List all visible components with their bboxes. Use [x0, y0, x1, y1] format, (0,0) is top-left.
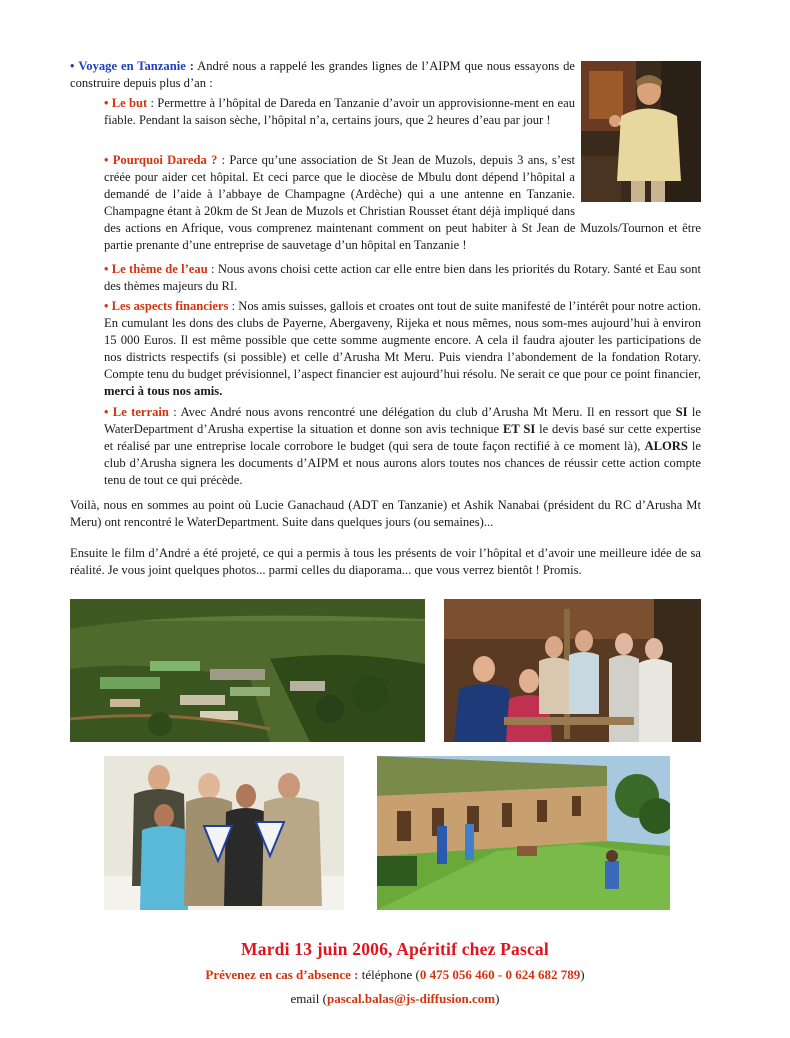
section-text: le WaterDepartment d’Arusha expertise la situation et donne son avis technique — [104, 405, 701, 436]
section-heading: Le thème de l’eau — [111, 262, 208, 276]
bullet: • — [70, 59, 75, 73]
bullet: • — [104, 262, 109, 276]
section-text: : Nous avons choisi cette action car elle entre bien dans les priorités du Rotary. Santé et Eau sont des thèmes majeurs du RI. — [104, 262, 701, 293]
bullet: • — [104, 405, 109, 419]
intro-text: André nous a rappelé les grandes lignes de l’AIPM que nous essayons de construire depuis plus d’an : — [70, 59, 575, 90]
photo-group-parasol — [444, 599, 701, 742]
absence-label: Prévenez en cas d’absence : — [205, 967, 359, 982]
section-aspects-financiers — [104, 298, 701, 400]
meeting-announcement: Mardi 13 juin 2006, Apéritif chez Pascal — [241, 939, 549, 959]
email-line: email (pascal.balas@js-diffusion.com) — [290, 991, 500, 1006]
thanks-text: merci à tous nos amis. — [104, 384, 223, 398]
photo-hospital-aerial — [70, 599, 425, 742]
section-heading: Les aspects financiers — [111, 299, 229, 313]
section-theme-eau — [104, 261, 701, 295]
phone-numbers[interactable]: 0 475 056 460 - 0 624 682 789 — [419, 967, 581, 982]
section-heading: Le terrain — [112, 405, 169, 419]
paragraph-film: Ensuite le film d’André a été projeté, ce qui a permis à tous les présents de voir l’hôpital et d’avoir une meilleure idée de sa réalité. Je vous joint quelques photos... parmi celles du diaporama... que vous verrez bientôt ! Promis. — [70, 546, 701, 577]
paragraph-voila: Voilà, nous en sommes au point où Lucie Ganachaud (ADT en Tanzanie) et Ashik Nanabai (président du RC d’Arusha Mt Meru) ont rencontré le WaterDepartment. Suite dans quelques jours (ou semaines)... — [70, 498, 701, 529]
photo-banner-exchange — [104, 756, 344, 910]
photo-hospital-building — [377, 756, 670, 910]
bullet: • — [104, 96, 109, 110]
intro-paragraph — [70, 58, 575, 92]
section-le-terrain — [104, 404, 701, 489]
bold-alors: ALORS — [644, 439, 688, 453]
bullet: • — [104, 299, 109, 313]
section-heading: Pourquoi Dareda ? — [112, 153, 218, 167]
section-text: : Nos amis suisses, gallois et croates ont tout de suite manifesté de l’intérêt pour notre action. En cumulant les dons des clubs de Payerne, Abergaveny, Rijeka et nous mêmes, nous som-mes aujourd’hui à environ 15 000 Euros. Il est même possible que cette somme augmente encore. A cela il faudra ajouter les participations de nos districts respectifs (si possible) et celle d’Arusha Mt Meru. Puis viendra l’abondement de la fondation Rotary. Compte tenu du budget prévisionnel, l’aspect financier est aujourd’hui résolu. Ne serait ce que pour ce point financier, — [104, 299, 701, 381]
section-heading: Le but — [111, 96, 148, 110]
section-text: le club d’Arusha signera les documents d’AIPM et nous aurons alors toutes nos chances de réussir cette action compte tenu de tout ce qui précède. — [104, 439, 701, 487]
bold-si: SI — [675, 405, 688, 419]
bullet: • — [104, 153, 109, 167]
email-label: email ( — [290, 991, 327, 1006]
section-text: : Parce qu’une association de St Jean de Muzols, depuis 3 ans, s’est créée pour aider cet hôpital. Et ceci parce que le diocèse de Mbulu dont dépend l’hôpital a demandé de l’aide à l’abbaye de Champagne (Ardèche) qui a une antenne en Tanzanie. Champagne étant à 20km de St Jean de Muzols et Christian Rousset étant déjà impliqué dans des actions en Afrique, vous comprenez maintenant comment on peut habiter à St Jean de Muzols/Tournon et être partie prenante d’une entreprise de sauvetage d’un hôpital en Tanzanie ! — [104, 153, 701, 252]
phone-label: téléphone ( — [358, 967, 420, 982]
section-text: : Permettre à l’hôpital de Dareda en Tanzanie d’avoir un approvisionne-ment en eau fiable. Pendant la saison sèche, l’hôpital n’a, certains jours, que 2 heures d’eau par jour ! — [104, 96, 575, 127]
section-text: : Avec André nous avons rencontré une délégation du club d’Arusha Mt Meru. Il en ressort que — [168, 405, 676, 419]
section-le-but — [104, 95, 575, 129]
intro-heading: Voyage en Tanzanie : — [78, 59, 194, 73]
section-pourquoi-dareda — [104, 152, 701, 254]
section-text: le devis basé sur cette expertise et réalisé par une entreprise locale corrobore le budget (qui sera de toute façon rectifié à ce moment là), — [104, 422, 701, 453]
absence-notice: Prévenez en cas d’absence : téléphone (0 475 056 460 - 0 624 682 789) — [205, 967, 585, 982]
bold-et-si: ET SI — [502, 422, 536, 436]
email-link[interactable]: pascal.balas@js-diffusion.com — [327, 991, 496, 1006]
